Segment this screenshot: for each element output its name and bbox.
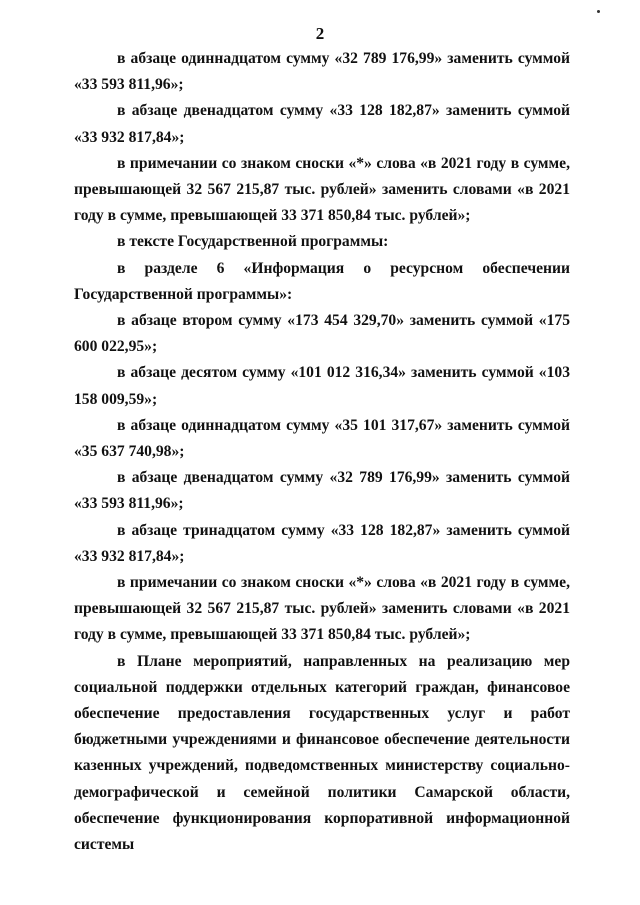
scan-dot bbox=[597, 10, 600, 13]
page-number: 2 bbox=[315, 24, 325, 43]
paragraph-7: в абзаце десятом сумму «101 012 316,34» заменить суммой «103 158 009,59»; bbox=[74, 364, 570, 408]
paragraph-9: в абзаце двенадцатом сумму «32 789 176,99» заменить суммой «33 593 811,96»; bbox=[74, 469, 570, 513]
paragraph-1: в абзаце одиннадцатом сумму «32 789 176,99» заменить суммой «33 593 811,96»; bbox=[74, 50, 570, 94]
paragraph-6: в абзаце втором сумму «173 454 329,70» заменить суммой «175 600 022,95»; bbox=[74, 312, 570, 356]
paragraph-11: в примечании со знаком сноски «*» слова «в 2021 году в сумме, превышающей 32 567 215,87 тыс. рублей» заменить словами «в 2021 году в сумме, превышающей 33 371 850,84 тыс. рублей»; bbox=[74, 574, 570, 644]
paragraph-3: в примечании со знаком сноски «*» слова «в 2021 году в сумме, превышающей 32 567 215,87 тыс. рублей» заменить словами «в 2021 году в сумме, превышающей 33 371 850,84 тыс. рублей»; bbox=[74, 154, 570, 225]
paragraph-2: в абзаце двенадцатом сумму «33 128 182,87» заменить суммой «33 932 817,84»; bbox=[74, 102, 570, 146]
document-body bbox=[74, 46, 570, 858]
paragraph-12: в Плане мероприятий, направленных на реализацию мер социальной поддержки отдельных категорий граждан, финансовое обеспечение предоставления государственных услуг и работ бюджетными учреждениями и финансовое обеспечение деятельности казенных учреждений, подведомственных министерству социально-демографической и семейной политики Самарской области, обеспечение функционирования корпоративной информационной системы bbox=[74, 652, 570, 854]
paragraph-5: в разделе 6 «Информация о ресурсном обеспечении Государственной программы»: bbox=[74, 259, 570, 303]
paragraph-10: в абзаце тринадцатом сумму «33 128 182,87» заменить суммой «33 932 817,84»; bbox=[74, 521, 570, 565]
paragraph-8: в абзаце одиннадцатом сумму «35 101 317,67» заменить суммой «35 637 740,98»; bbox=[74, 416, 570, 461]
paragraph-4: в тексте Государственной программы: bbox=[117, 233, 389, 251]
